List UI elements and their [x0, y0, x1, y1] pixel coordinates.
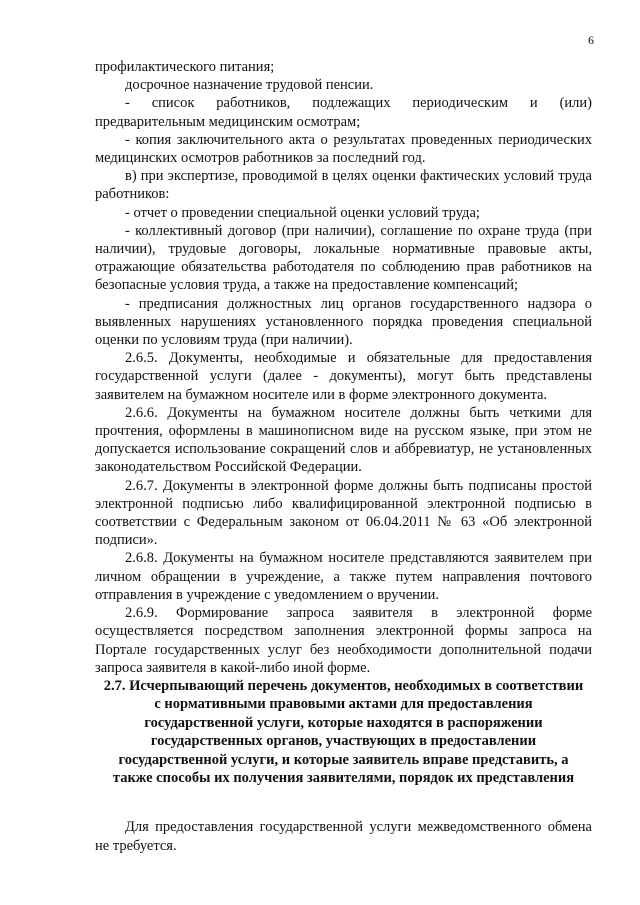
section-paragraph: 2.6.7. Документы в электронной форме должны быть подписаны простой электронной подписью либо квалифицированной электронной подписью в соответствии с Федеральным законом от 06.04.2011 № 63 «Об электронной подписи». [95, 477, 592, 549]
list-item: - отчет о проведении специальной оценки условий труда; [125, 204, 480, 221]
list-item: - список работников, подлежащих периодическим и (или) предварительным медицинским осмотрам; [95, 95, 592, 130]
page-number: 6 [588, 33, 594, 47]
paragraph: Для предоставления государственной услуги межведомственного обмена не требуется. [95, 819, 592, 854]
list-item: - копия заключительного акта о результатах проведенных периодических медицинских осмотров работников за последний год. [95, 131, 592, 167]
document-body [95, 58, 592, 855]
list-item: - предписания должностных лиц органов государственного надзора о выявленных нарушениях установленного порядка проведения специальной оценки по условиям труда (при наличии). [95, 295, 592, 349]
section-paragraph: 2.6.6. Документы на бумажном носителе должны быть четкими для прочтения, оформлены в машинописном виде на русском языке, при этом не допускается использование сокращений слов и аббревиатур, не установленных законодательством Российской Федерации. [95, 404, 592, 476]
list-item: - коллективный договор (при наличии), соглашение по охране труда (при наличии), трудовые договоры, локальные нормативные правовые акты, отражающие обязательства работодателя по соблюдению прав работников на безопасные условия труда, а также на предоставление компенсаций; [95, 222, 592, 294]
section-paragraph: 2.6.9. Формирование запроса заявителя в электронной форме осуществляется посредством заполнения электронной формы запроса на Портале государственных услуг без необходимости дополнительной подачи запроса заявителя в какой-либо иной форме. [95, 605, 592, 676]
section-heading: 2.7. Исчерпывающий перечень документов, необходимых в соответствии с нормативными правовыми актами для предоставления государственной услуги, которые находятся в распоряжении государственных органов, участвующих в предоставлении государственной услуги, и которые заявитель вправе представить, а также способы их получения заявителями, порядок их представления [103, 677, 584, 786]
paragraph: досрочное назначение трудовой пенсии. [125, 77, 374, 94]
section-paragraph: 2.6.8. Документы на бумажном носителе представляются заявителем при личном обращении в учреждение, а также путем направления почтового отправления в учреждение с уведомлением о вручении. [95, 550, 592, 603]
paragraph: в) при экспертизе, проводимой в целях оценки фактических условий труда работников: [95, 168, 592, 203]
paragraph: профилактического питания; [95, 59, 275, 75]
section-paragraph: 2.6.5. Документы, необходимые и обязательные для предоставления государственной услуги (далее - документы), могут быть представлены заявителем на бумажном носителе или в форме электронного документа. [95, 350, 592, 403]
